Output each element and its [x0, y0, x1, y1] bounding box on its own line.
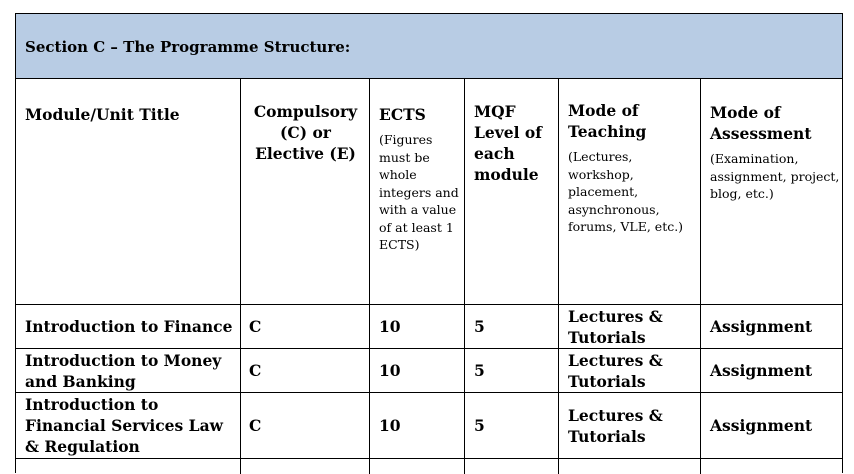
- header-compulsory-elective: [248, 101, 363, 164]
- header-label: Compulsory (C) or Elective (E): [253, 102, 358, 163]
- header-note: (Lectures, workshop, placement, asynchronous, forums, VLE, etc.): [568, 149, 684, 234]
- header-label: Module/Unit Title: [25, 105, 180, 124]
- table-row-2-mqf: 5: [474, 361, 485, 380]
- header-label: Mode of Assessment: [710, 103, 812, 143]
- header-note: (Figures must be whole integers and with a value of at least 1 ECTS): [379, 132, 459, 252]
- header-mode-of-assessment: [710, 102, 840, 203]
- header-mode-of-teaching: [568, 100, 696, 236]
- table-row-1-ects: 10: [379, 317, 401, 336]
- header-module-title: [25, 104, 237, 125]
- header-ects: [379, 104, 463, 254]
- table-row-3-ects: 10: [379, 416, 401, 435]
- table-row-3-teaching: Lectures & Tutorials: [568, 405, 663, 446]
- table-row-1-teaching: Lectures & Tutorials: [568, 306, 663, 347]
- table-row-1-type: C: [249, 317, 262, 336]
- table-row-2-title: Introduction to Money and Banking: [25, 350, 222, 391]
- column-divider: [240, 79, 241, 474]
- header-mqf-level: [474, 101, 558, 185]
- column-divider: [700, 79, 701, 474]
- table-row-2-assessment: Assignment: [710, 361, 813, 380]
- header-label: MQF Level of each module: [474, 102, 542, 184]
- table-row-1-assessment: Assignment: [710, 317, 813, 336]
- section-title: Section C – The Programme Structure:: [25, 38, 351, 56]
- header-label: Mode of Teaching: [568, 101, 647, 141]
- section-header-bar: [16, 14, 842, 79]
- table-row-2-ects: 10: [379, 361, 401, 380]
- header-label: ECTS: [379, 105, 426, 124]
- column-divider: [558, 79, 559, 474]
- table-row-2-teaching: Lectures & Tutorials: [568, 350, 663, 391]
- table-row-3-assessment: Assignment: [710, 416, 813, 435]
- table-row-3-title: Introduction to Financial Services Law & Regulation: [25, 395, 223, 456]
- table-row-2-type: C: [249, 361, 262, 380]
- table-row-1-mqf: 5: [474, 317, 485, 336]
- row-divider: [16, 458, 842, 459]
- column-divider: [464, 79, 465, 474]
- header-note: (Examination, assignment, project, blog, etc.): [710, 151, 840, 201]
- column-divider: [369, 79, 370, 474]
- table-row-1-title: Introduction to Finance: [25, 317, 233, 336]
- table-row-3-mqf: 5: [474, 416, 485, 435]
- table-row-3-type: C: [249, 416, 262, 435]
- programme-structure-table: [15, 13, 843, 473]
